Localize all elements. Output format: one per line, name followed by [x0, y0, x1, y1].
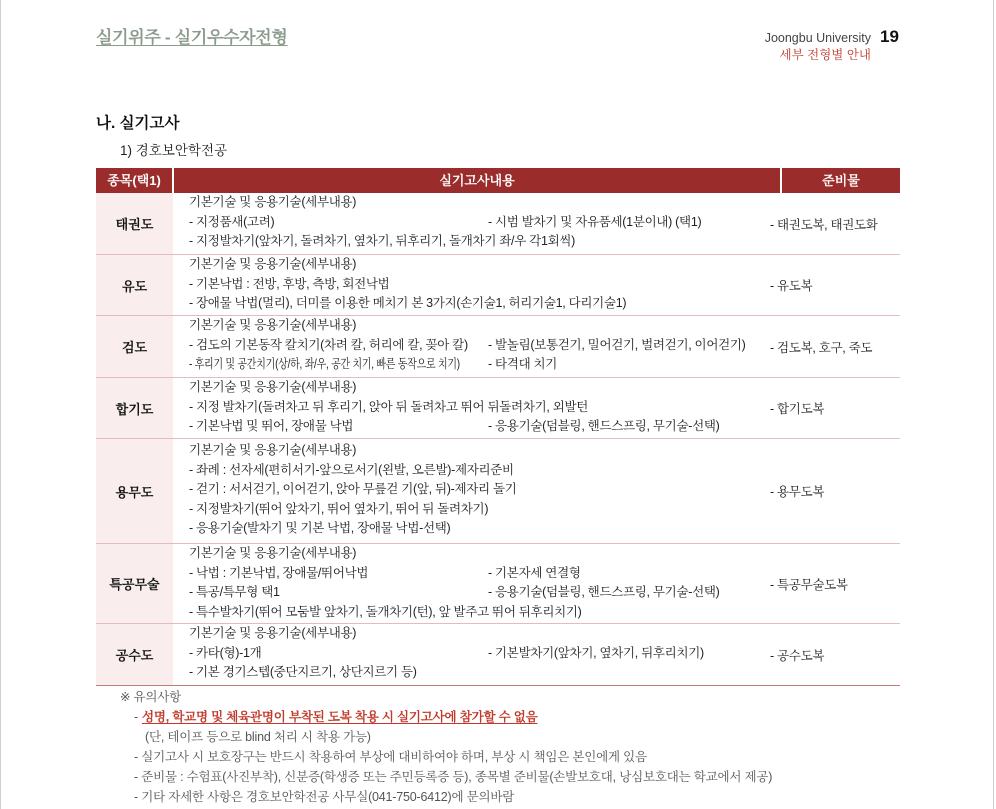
content-line — [189, 663, 417, 683]
content-item: 기본기술 및 응용기술(세부내용) — [189, 626, 357, 640]
table-row-judo — [96, 255, 900, 316]
page-number: 19 — [880, 27, 899, 46]
event-name: 합기도 — [115, 401, 154, 417]
section-guide-label: 세부 전형별 안내 — [779, 48, 871, 62]
event-name: 용무도 — [115, 484, 154, 500]
content-item-right: - 타격대 치기 — [488, 357, 558, 371]
column-header-content: 실기고사내용 — [174, 168, 780, 193]
table-row-hapkido — [96, 378, 900, 439]
event-name: 태권도 — [115, 217, 154, 232]
content-item: - 카타(형)-1개 — [189, 645, 262, 660]
notes-warning-detail: (단, 테이프 등으로 blind 처리 시 착용 가능) — [145, 730, 371, 744]
supplies-cell — [770, 193, 878, 254]
content-item: - 장애물 낙법(멀리), 더미를 이용한 메치기 본 3가지(손기술1, 허리기술1, 다리기술1) — [189, 296, 627, 310]
notes-item: - 실기고사 시 보호장구는 반드시 착용하여 부상에 대비하여야 하며, 부상 시 책임은 본인에게 있음 — [134, 750, 647, 764]
supplies-text: - 공수도복 — [770, 648, 825, 663]
content-item-right: - 발놀림(보통걷기, 밀어걷기, 벌려걷기, 이어걷기) — [488, 337, 746, 352]
content-item: - 응용기술(발차기 및 기본 낙법, 장애물 낙법-선택) — [189, 521, 451, 535]
content-item: - 지정 발차기(돌려차고 뒤 후리기, 앉아 뒤 돌려차고 뛰어 뒤돌려차기, 외발턴 — [189, 399, 589, 414]
content-line — [189, 417, 720, 437]
content-item: 기본기술 및 응용기술(세부내용) — [189, 443, 357, 457]
content-item: - 기본 경기스텝(중단지르기, 상단지르기 등) — [189, 665, 417, 679]
content-item-right: - 응용기술(덤블링, 핸드스프링, 무기술-선택) — [488, 585, 720, 599]
exam-content-cell — [189, 255, 626, 314]
content-item: - 좌례 : 선자세(편히서기-앞으로서기(왼발, 오른발)-제자리준비 — [189, 462, 514, 477]
content-item: 기본기술 및 응용기술(세부내용) — [189, 195, 357, 209]
section-heading: 나. 실기고사 — [96, 115, 180, 132]
exam-content-cell — [189, 624, 704, 683]
practical-exam-table — [96, 168, 900, 686]
content-item: - 특수발차기(뛰어 모둠발 앞차기, 돌개차기(턴), 앞 발주고 뛰어 뒤후리치기) — [189, 604, 582, 619]
event-name: 특공무술 — [109, 577, 160, 592]
content-line — [189, 213, 702, 233]
supplies-cell — [770, 439, 824, 543]
event-cell — [96, 378, 173, 438]
content-line — [189, 583, 720, 603]
supplies-cell — [770, 255, 812, 315]
table-row-special-martial-arts — [96, 544, 900, 624]
document-title: 실기위주 - 실기우수자전형 — [96, 28, 288, 47]
content-line — [189, 603, 582, 623]
supplies-text: - 유도복 — [770, 279, 813, 293]
supplies-text: - 용무도복 — [770, 485, 825, 499]
content-item: - 기본낙법 및 뛰어, 장애물 낙법 — [189, 419, 354, 433]
notes-warning-text: 성명, 학교명 및 체육관명이 부착된 도복 착용 시 실기고사에 참가할 수 없음 — [141, 710, 538, 724]
event-cell — [96, 255, 173, 315]
content-item-right: - 기본자세 연결형 — [488, 565, 581, 580]
content-line — [189, 355, 558, 375]
notes-item: - 준비물 : 수험표(사진부착), 신분증(학생증 또는 주민등록증 등), 종목별 준비물(손발보호대, 낭심보호대는 학교에서 제공) — [134, 770, 773, 784]
content-item: 기본기술 및 응용기술(세부내용) — [189, 546, 357, 560]
exam-content-cell — [189, 193, 702, 252]
content-item: - 지정품새(고려) — [189, 214, 275, 229]
content-item: - 기본낙법 : 전방, 후방, 측방, 회전낙법 — [189, 276, 390, 291]
content-line — [189, 336, 746, 356]
supplies-text: - 합기도복 — [770, 402, 825, 416]
content-line — [189, 232, 575, 252]
table-row-taekwondo — [96, 193, 900, 255]
content-line — [189, 519, 517, 539]
exam-content-cell — [189, 378, 720, 437]
column-header-supplies: 준비물 — [782, 168, 900, 193]
table-row-yongmudo — [96, 439, 900, 544]
supplies-text: - 검도복, 호구, 죽도 — [770, 340, 873, 355]
notes-warning-bullet: - — [134, 710, 138, 724]
content-line — [189, 294, 626, 314]
content-item: - 검도의 기본동작 칼치기(차려 칼, 허리에 칼, 꽂아 칼) — [189, 337, 468, 352]
content-line — [189, 500, 517, 520]
event-name: 검도 — [121, 340, 148, 355]
event-cell — [96, 316, 173, 377]
content-line — [189, 544, 582, 564]
content-line — [189, 193, 575, 213]
exam-content-cell — [189, 316, 746, 375]
exam-content-cell — [189, 544, 720, 622]
supplies-cell — [770, 624, 824, 685]
supplies-cell — [770, 316, 872, 377]
content-line — [189, 275, 626, 295]
content-line — [189, 644, 704, 664]
content-item-right: - 기본발차기(앞차기, 옆차기, 뒤후리치기) — [488, 645, 704, 660]
table-header-row — [96, 168, 900, 193]
major-subheading: 1) 경호보안학전공 — [120, 143, 228, 158]
event-name: 유도 — [121, 278, 148, 294]
supplies-cell — [770, 544, 848, 623]
content-line — [189, 398, 588, 418]
content-item: - 낙법 : 기본낙법, 장애물/뛰어낙법 — [189, 565, 369, 580]
content-item: - 특공/특무형 택1 — [189, 585, 280, 599]
notes-item: - 기타 자세한 사항은 경호보안학전공 사무실(041-750-6412)에 문의바람 — [134, 790, 515, 804]
content-item: 기본기술 및 응용기술(세부내용) — [189, 380, 357, 394]
content-item: - 후리기 및 공간치기(상/하, 좌/우, 공간 치기, 빠른 동작으로 치기) — [189, 357, 460, 371]
content-line — [189, 480, 517, 500]
content-item-right: - 응용기술(덤블링, 핸드스프링, 무기술-선택) — [488, 419, 720, 433]
event-cell — [96, 439, 173, 543]
supplies-text: - 특공무술도복 — [770, 577, 848, 592]
content-item: - 걷기 : 서서걷기, 이어걷기, 앉아 무릎걷 기(앞, 뒤)-제자리 돌기 — [189, 482, 517, 496]
exam-content-cell — [189, 441, 517, 539]
content-item: - 지정발차기(뛰어 앞차기, 뛰어 옆차기, 뛰어 뒤 돌려차기) — [189, 501, 489, 516]
content-line — [189, 624, 417, 644]
supplies-text: - 태권도복, 태권도화 — [770, 217, 878, 232]
university-name: Joongbu University — [764, 31, 871, 45]
notes-title: ※ 유의사항 — [120, 690, 182, 704]
content-item-right: - 시범 발차기 및 자유품세(1분이내) (택1) — [488, 214, 702, 229]
content-line — [189, 255, 626, 275]
content-item: 기본기술 및 응용기술(세부내용) — [189, 318, 357, 332]
content-line — [189, 316, 528, 336]
content-item: - 지정발차기(앞차기, 돌려차기, 옆차기, 뒤후리기, 돌개차기 좌/우 각1회씩) — [189, 234, 576, 248]
event-cell — [96, 624, 173, 685]
table-row-karate — [96, 624, 900, 686]
table-row-kendo — [96, 316, 900, 378]
notes-warning — [0, 707, 990, 727]
content-line — [189, 564, 582, 584]
event-cell — [96, 544, 173, 623]
content-item: 기본기술 및 응용기술(세부내용) — [189, 257, 357, 271]
supplies-cell — [770, 378, 824, 438]
content-line — [189, 461, 517, 481]
page-edge-right — [993, 0, 994, 809]
content-line — [189, 378, 588, 398]
notes-section — [0, 687, 990, 807]
event-name: 공수도 — [115, 648, 154, 663]
content-line — [189, 441, 517, 461]
event-cell — [96, 193, 173, 254]
column-header-event: 종목(택1) — [96, 168, 172, 193]
